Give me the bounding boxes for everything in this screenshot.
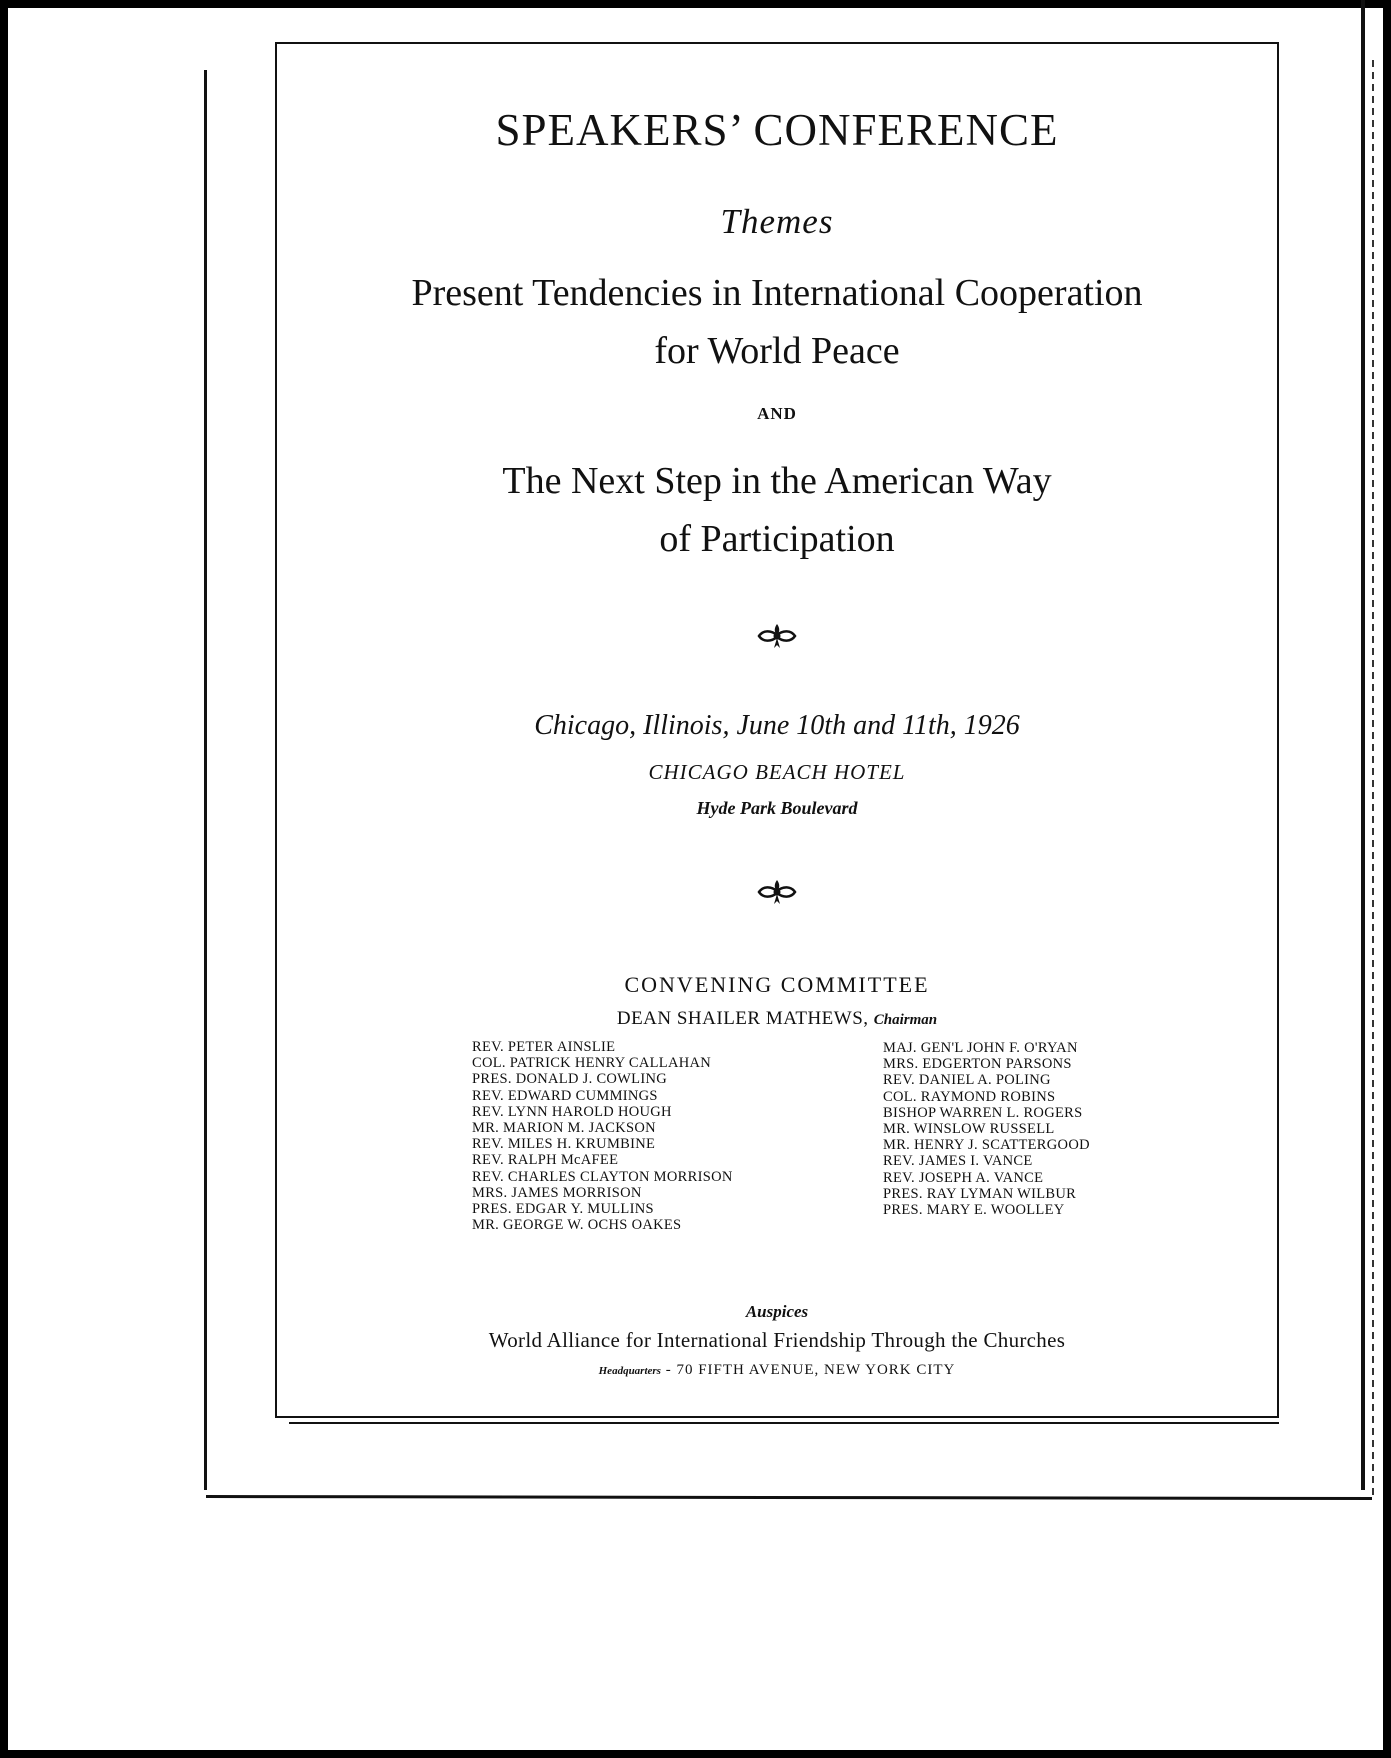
committee-member: PRES. EDGAR Y. MULLINS [472, 1201, 654, 1218]
and-separator: AND [757, 404, 797, 423]
event-street: Hyde Park Boulevard [696, 798, 858, 818]
committee-list-left [472, 1039, 733, 1233]
themes-heading: Themes [720, 202, 834, 241]
headquarters-label: Headquarters [598, 1365, 661, 1377]
card-edge-left [204, 70, 207, 1490]
committee-member: REV. DANIEL A. POLING [883, 1072, 1051, 1089]
theme-one-line-2: for World Peace [654, 330, 900, 372]
committee-list-right [883, 1040, 1090, 1218]
committee-member: MRS. EDGERTON PARSONS [883, 1056, 1072, 1073]
committee-member: REV. JOSEPH A. VANCE [883, 1169, 1044, 1186]
theme-two [275, 452, 1279, 568]
committee-member: PRES. DONALD J. COWLING [472, 1071, 667, 1088]
page-border-shadow [289, 1422, 1279, 1424]
committee-member: COL. RAYMOND ROBINS [883, 1088, 1056, 1105]
committee-member: MRS. JAMES MORRISON [472, 1184, 642, 1201]
card-edge-right [1361, 0, 1365, 1490]
page-title: SPEAKERS’ CONFERENCE [495, 105, 1059, 155]
card-edge-texture [1372, 60, 1374, 1500]
committee-member: MR. WINSLOW RUSSELL [883, 1121, 1055, 1138]
ornament-icon [275, 622, 1279, 657]
theme-two-line-1: The Next Step in the American Way [502, 460, 1052, 502]
card-edge-bottom [206, 1495, 1372, 1500]
headquarters-line [275, 1362, 1279, 1379]
committee-member: MR. MARION M. JACKSON [472, 1120, 656, 1137]
committee-chair [275, 1008, 1279, 1030]
committee-member: MR. GEORGE W. OCHS OAKES [472, 1217, 682, 1234]
committee-member: MR. HENRY J. SCATTERGOOD [883, 1137, 1090, 1154]
chair-role: Chairman [873, 1012, 938, 1028]
committee-member: COL. PATRICK HENRY CALLAHAN [472, 1055, 712, 1072]
headquarters-address: - 70 FIFTH AVENUE, NEW YORK CITY [665, 1362, 956, 1378]
committee-member: PRES. RAY LYMAN WILBUR [883, 1185, 1077, 1202]
ornament-icon [275, 878, 1279, 913]
committee-member: REV. PETER AINSLIE [472, 1039, 616, 1055]
scan-edge-top [0, 0, 1391, 8]
chair-name: DEAN SHAILER MATHEWS, [616, 1008, 869, 1029]
scan-edge-bottom [0, 1750, 1391, 1758]
theme-two-line-2: of Participation [659, 518, 895, 560]
theme-one-line-1: Present Tendencies in International Cooperation [411, 272, 1143, 314]
committee-member: REV. RALPH McAFEE [472, 1152, 619, 1169]
committee-member: MAJ. GEN'L JOHN F. O'RYAN [883, 1040, 1078, 1056]
auspices-label: Auspices [745, 1302, 809, 1321]
committee-member: REV. CHARLES CLAYTON MORRISON [472, 1168, 733, 1185]
theme-one [275, 264, 1279, 380]
scan-edge-left [0, 0, 8, 1758]
committee-member: REV. EDWARD CUMMINGS [472, 1087, 658, 1104]
committee-member: REV. MILES H. KRUMBINE [472, 1136, 656, 1153]
committee-member: REV. LYNN HAROLD HOUGH [472, 1103, 672, 1120]
committee-member: REV. JAMES I. VANCE [883, 1153, 1033, 1170]
committee-member: BISHOP WARREN L. ROGERS [883, 1104, 1083, 1121]
committee-heading: CONVENING COMMITTEE [624, 972, 930, 997]
scan-edge-right [1383, 0, 1391, 1758]
event-date: Chicago, Illinois, June 10th and 11th, 1926 [534, 710, 1020, 741]
sponsor-name: World Alliance for International Friendship Through the Churches [488, 1328, 1066, 1352]
event-venue: CHICAGO BEACH HOTEL [648, 760, 906, 784]
committee-member: PRES. MARY E. WOOLLEY [883, 1202, 1065, 1219]
